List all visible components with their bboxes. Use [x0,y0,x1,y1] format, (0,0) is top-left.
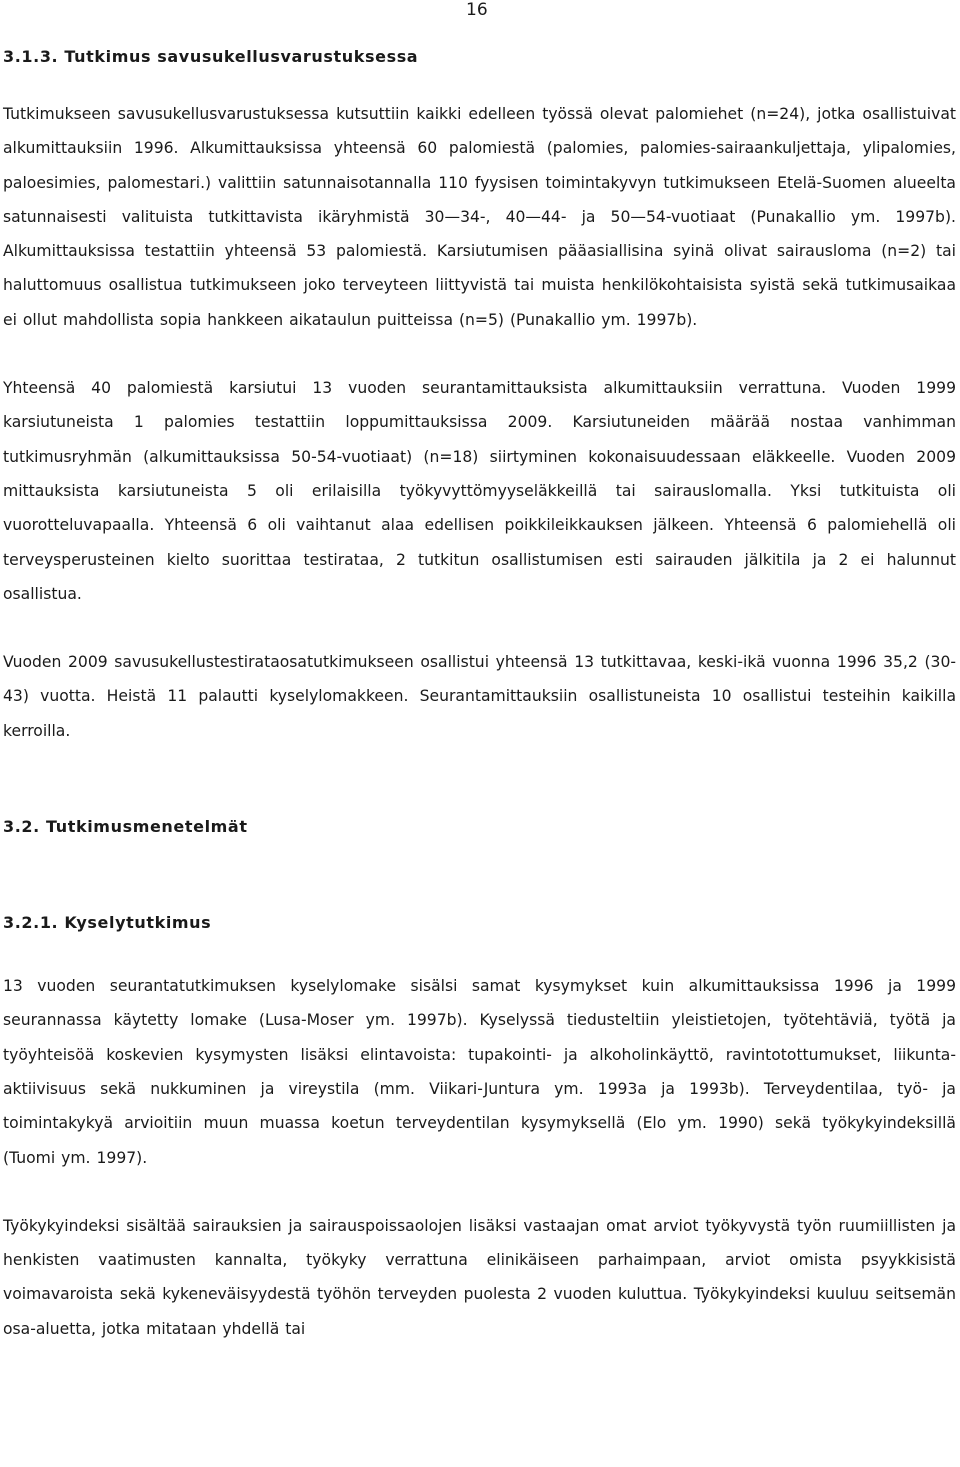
paragraph: 13 vuoden seurantatutkimuksen kyselylomake sisälsi samat kysymykset kuin alkumittauksissa 1996 ja 1999 seurannassa käytetty lomake (Lusa-Moser ym. 1997b). Kyselyssä tiedusteltiin yleistietojen, työtehtäviä, työtä ja työyhteisöä koskevien kysymysten lisäksi elintavoista: tupakointi- ja alkoholinkäyttö, ravintotottumukset, liikunta-aktiivisuus sekä nukkuminen ja vireystila (mm. Viikari-Juntura ym. 1993a ja 1993b). Terveydentilaa, työ- ja toimintakykyä arvioitiin muun muassa koetun terveydentilan kysymyksellä (Elo ym. 1990) sekä työkykyindeksillä (Tuomi ym. 1997). [3,977,956,1167]
paragraph: Yhteensä 40 palomiestä karsiutui 13 vuoden seurantamittauksista alkumittauksiin verrattuna. Vuoden 1999 karsiutuneista 1 palomies testattiin loppumittauksissa 2009. Karsiutuneiden määrää nostaa vanhimman tutkimusryhmän (alkumittauksissa 50-54-vuotiaat) (n=18) siirtyminen kokonaisuudessaan eläkkeelle. Vuoden 2009 mittauksista karsiutuneista 5 oli erilaisilla työkyvyttömyyseläkkeillä tai sairauslomalla. Yksi tutkituista oli vuorotteluvapaalla. Yhteensä 6 oli vaihtanut alaa edellisen poikkileikkauksen jälkeen. Yhteensä 6 palomiehellä oli terveysperusteinen kielto suorittaa testirataa, 2 tutkitun osallistumisen esti sairauden jälkitila ja 2 ei halunnut osallistua. [3,379,956,603]
document-body [3,40,956,1346]
section-heading-3-2: 3.2. Tutkimusmenetelmät [3,817,248,837]
paragraph: Vuoden 2009 savusukellustestirataosatutkimukseen osallistui yhteensä 13 tutkittavaa, keski-ikä vuonna 1996 35,2 (30-43) vuotta. Heistä 11 palautti kyselylomakkeen. Seurantamittauksiin osallistuneista 10 osallistui testeihin kaikilla kerroilla. [3,653,956,740]
page-number: 16 [466,0,488,20]
section-heading-3-2-1: 3.2.1. Kyselytutkimus [3,913,212,933]
paragraph: Tutkimukseen savusukellusvarustuksessa kutsuttiin kaikki edelleen työssä olevat palomiehet (n=24), jotka osallistuivat alkumittauksiin 1996. Alkumittauksissa yhteensä 60 palomiestä (palomies, palomies-sairaankuljettaja, ylipalomies, paloesimies, palomestari.) valittiin satunnaisotannalla 110 fyysisen toimintakyvyn tutkimukseen Etelä-Suomen alueelta satunnaisesti valituista tutkittavista ikäryhmistä 30—34-, 40—44- ja 50—54-vuotiaat (Punakallio ym. 1997b). Alkumittauksissa testattiin yhteensä 53 palomiestä. Karsiutumisen pääasiallisina syinä olivat sairausloma (n=2) tai haluttomuus osallistua tutkimukseen joko terveyteen liittyvistä tai muista henkilökohtaisista syistä sekä tutkimusaikaa ei ollut mahdollista sopia hankkeen aikataulun puitteissa (n=5) (Punakallio ym. 1997b). [3,105,956,329]
section-heading-3-1-3: 3.1.3. Tutkimus savusukellusvarustuksessa [3,47,419,66]
paragraph: Työkykyindeksi sisältää sairauksien ja sairauspoissaolojen lisäksi vastaajan omat arviot työkyvystä työn ruumiillisten ja henkisten vaatimusten kannalta, työkyky verrattuna elinikäiseen parhaimpaan, arviot omista psyykkisistä voimavaroista sekä kykeneväisyydestä työhön terveyden puolesta 2 vuoden kuluttua. Työkykyindeksi kuuluu seitsemän osa-aluetta, jotka mitataan yhdellä tai [3,1216,956,1338]
